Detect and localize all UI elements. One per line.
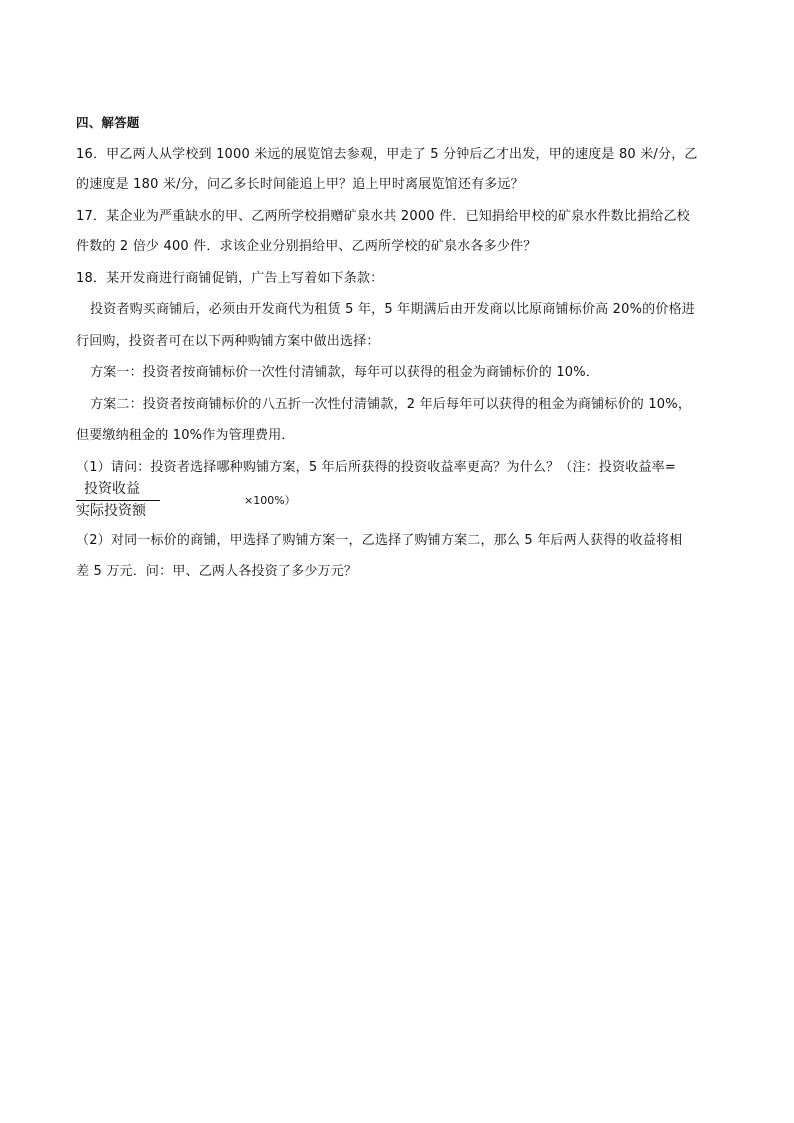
question-16-line-1: 16．甲乙两人从学校到 1000 米远的展览馆去参观，甲走了 5 分钟后乙才出发，甲的速度是 80 米/分，乙: [76, 147, 698, 162]
question-16-line-2: 的速度是 180 米/分，问乙多长时间能追上甲？追上甲时离展览馆还有多远？: [76, 177, 524, 192]
question-18-plan-2-line-2: 但要缴纳租金的 10%作为管理费用．: [76, 428, 295, 443]
formula-numerator: 投资收益: [84, 481, 140, 497]
question-18-part-2-line-2: 差 5 万元．问：甲、乙两人各投资了多少万元？: [76, 564, 358, 579]
formula-denominator: 实际投资额: [76, 503, 146, 519]
question-18-part-2-line-1: （2）对同一标价的商铺，甲选择了购铺方案一，乙选择了购铺方案二，那么 5 年后两人获得的收益将相: [76, 533, 683, 548]
question-18-intro: 18．某开发商进行商铺促销，广告上写着如下条款：: [76, 271, 384, 286]
question-18-plan-2-line-1: 方案二：投资者按商铺标价的八五折一次性付清铺款，2 年后每年可以获得的租金为商铺标价的 10%，: [90, 397, 692, 412]
question-17-line-2: 件数的 2 倍少 400 件．求该企业分别捐给甲、乙两所学校的矿泉水各多少件？: [76, 239, 537, 254]
section-heading: 四、解答题: [76, 115, 140, 130]
question-17-line-1: 17．某企业为严重缺水的甲、乙两所学校捐赠矿泉水共 2000 件．已知捐给甲校的矿泉水件数比捐给乙校: [76, 209, 690, 224]
question-18-plan-1: 方案一：投资者按商铺标价一次性付清铺款，每年可以获得的租金为商铺标价的 10%．: [90, 365, 600, 380]
question-18-clause-2: 行回购，投资者可在以下两种购铺方案中做出选择：: [76, 334, 380, 349]
return-rate-formula: [76, 480, 162, 522]
formula-suffix: ×100%）: [244, 494, 296, 507]
question-18-part-1: （1）请问：投资者选择哪种购铺方案，5 年后所获得的投资收益率更高？为什么？（注：投资收益率=: [76, 460, 676, 475]
fraction-bar: [76, 500, 160, 501]
question-18-clause-1: 投资者购买商铺后，必须由开发商代为租赁 5 年，5 年期满后由开发商以比原商铺标价高 20%的价格进: [90, 302, 695, 317]
